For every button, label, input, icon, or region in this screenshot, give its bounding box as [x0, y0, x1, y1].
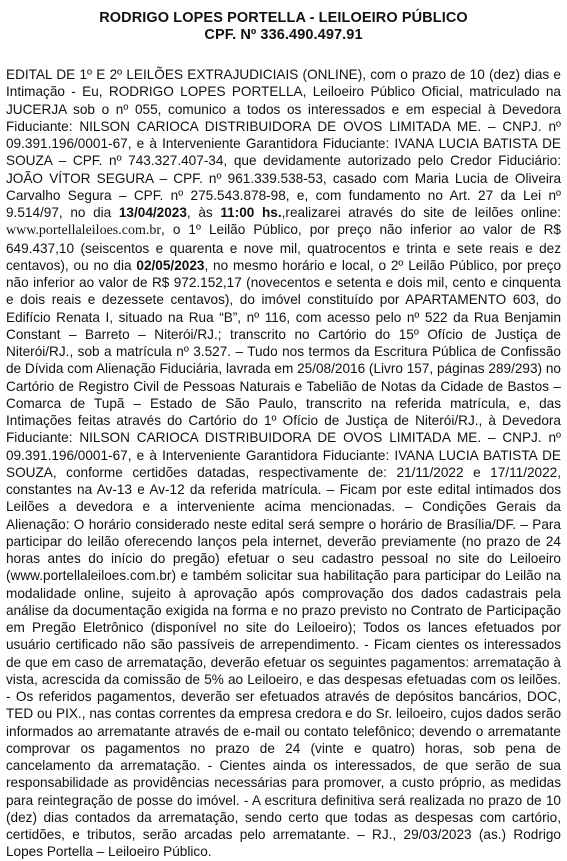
- second-auction-date: 02/05/2023: [136, 257, 205, 273]
- auction-site-link[interactable]: www.portellaleiloes.com.br: [6, 223, 161, 239]
- edital-text-part: , o 1º Leilão Público, por preço não inferior ao valor de R$ 649.437,10 (seiscentos e quarenta e nove mil, quatrocentos e trinta e sete reais e dez centavos), ou no dia: [6, 222, 561, 273]
- edital-text-part: , às: [186, 205, 221, 220]
- edital-text-part: EDITAL DE 1º E 2º LEILÕES EXTRAJUDICIAIS (ONLINE), com o prazo de 10 (dez) dias e Intimação - Eu, RODRIGO LOPES PORTELLA, Leiloeiro Público Oficial, matriculado na JUCERJA sob o nº 055, comunico a todos os interessados e em especial à Devedora Fiduciante: NILSON CARIOCA DISTRIBUIDORA DE OVOS LIMITADA ME. – CNPJ. nº 09.391.196/0001-67, e à Interveniente Garantidora Fiduciante: IVANA LUCIA BATISTA DE SOUZA – CPF. nº 743.327.407-34, que devidamente autorizado pelo Credor Fiduciário: JOÃO VÍTOR SEGURA – CPF. nº 961.339.538-53, casado com Maria Lucia de Oliveira Carvalho Segura – CPF. nº 275.543.878-98, e, com fundamento no Art. 27 da Lei nº 9.514/97, no dia: [6, 67, 561, 220]
- notice-header: [6, 10, 561, 44]
- auctioneer-cpf: CPF. Nº 336.490.497.91: [204, 27, 363, 43]
- edital-text-part: , no mesmo horário e local, o 2º Leilão Público, por preço não inferior ao valor de R$ 972.152,17 (novecentos e setenta e dois mil, cento e cinquenta e dois reais e dezessete centavos), do imóvel constituído por APARTAMENTO 603, do Edifício Renata I, situado na Rua “B”, nº 116, com acesso pelo nº 522 da Rua Benjamin Constant – Barreto – Niterói/RJ.; transcrito no Cartório do 15º Ofício de Justiça de Niterói/RJ., sob a matrícula nº 3.527. – Tudo nos termos da Escritura Pública de Confissão de Dívida com Alienação Fiduciária, lavrada em 25/08/2016 (Livro 157, páginas 289/293) no Cartório de Registro Civil de Pessoas Naturais e Tabelião de Notas da Cidade de Bastos – Comarca de Tupã – Estado de São Paulo, transcrito na referida matrícula, e, das Intimações feitas através do Cartório do 1º Ofício de Justiça de Niterói/RJ., à Devedora Fiduciante: NILSON CARIOCA DISTRIBUIDORA DE OVOS LIMITADA ME. – CNPJ. nº 09.391.196/0001-67, e à Interveniente Garantidora Fiduciante: IVANA LUCIA BATISTA DE SOUZA, conforme certidões datadas, respectivamente de: 21/11/2022 e 17/11/2022, constantes na Av-13 e Av-12 da referida matrícula. – Ficam por este edital intimados dos Leilões a devedora e a interveniente acima mencionadas. – Condições Gerais da Alienação: O horário considerado neste edital será sempre o horário de Brasília/DF. – Para participar do leilão oferecendo lanços pela internet, deverão previamente (no prazo de 24 horas antes do início do pregão) efetuar o seu cadastro pessoal no site do Leiloeiro (www.portellaleiloes.com.br) e também solicitar sua habilitação para participar do Leilão na modalidade online, sujeito à aprovação após comprovação dos dados cadastrais pela análise da documentação exigida na forma e no prazo previsto no Contrato de Participação em Pregão Eletrônico (disponível no site do Leiloeiro); Todos os lances efetuados por usuário certificado não são passíveis de arrependimento. - Ficam cientes os interessados de que em caso de arrematação, deverão efetuar os seguintes pagamentos: arrematação à vista, acrescida da comissão de 5% ao Leiloeiro, e das despesas efetuadas com os leilões. - Os referidos pagamentos, deverão ser efetuados através de depósitos bancários, DOC, TED ou PIX., nas contas correntes da empresa credora e do Sr. leiloeiro, cujos dados serão informados ao arrematante através de e-mail ou contato telefônico; devendo o arrematante comprovar os pagamentos no prazo de 24 (vinte e quatro) horas, sob pena de cancelamento da arrematação. - Cientes ainda os interessados, de que serão de sua responsabilidade as providências necessárias para promover, a custo próprio, as medidas para reintegração de posse do imóvel. - A escritura definitiva será realizada no prazo de 10 (dez) dias contados da arrematação, sendo certo que todas as despesas com cartório, certidões, e tributos, serão arcadas pelo arrematante. – RJ., 29/03/2023 (as.) Rodrigo Lopes Portella – Leiloeiro Público.: [6, 257, 561, 860]
- edital-body: [6, 66, 561, 861]
- edital-text-part: ,realizarei através do site de leilões online:: [281, 205, 561, 220]
- auction-time: 11:00 hs.: [220, 205, 282, 220]
- first-auction-date: 13/04/2023: [118, 205, 187, 220]
- auctioneer-title: RODRIGO LOPES PORTELLA - LEILOEIRO PÚBLICO: [99, 10, 468, 26]
